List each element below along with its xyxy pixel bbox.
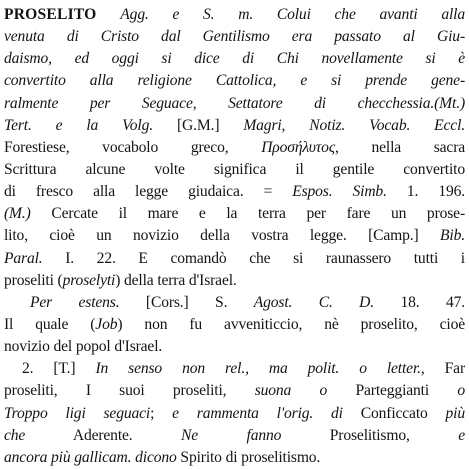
entry-text: Job (95, 315, 118, 333)
entry-text: ) non fu avveniticcio, nè proselito, cioè (117, 315, 465, 333)
entry-text: più (445, 404, 465, 422)
entry-text: e rammenta l'orig. di (172, 404, 343, 422)
entry-line (4, 137, 465, 159)
dictionary-page (4, 4, 465, 469)
entry-text: Per estens. (30, 293, 120, 311)
entry-text: (Mt.) (434, 94, 465, 112)
entry-text: suona o (254, 382, 328, 400)
entry-text: ancora più gallicam. dicono (4, 448, 177, 466)
entry-text: 18. 47. (374, 293, 465, 311)
entry-text: Agost. C. D. (253, 293, 375, 311)
entry-headword: PROSELITO (4, 6, 97, 23)
entry-text: Tert. e la Volg. (4, 116, 154, 134)
entry-text: Paral. (4, 249, 43, 267)
entry-text: Espos. Simb. (292, 183, 387, 201)
entry-text: [Cors.] S. (119, 293, 254, 311)
dictionary-entry-proselito (4, 4, 465, 469)
entry-text: proseliti ( (4, 271, 63, 289)
entry-text: I. 22. E comandò che si raunassero tutti i (42, 249, 465, 267)
entry-line (4, 270, 465, 292)
entry-text: proselyti (62, 271, 116, 289)
entry-line (4, 203, 465, 225)
entry-line (4, 4, 465, 26)
entry-text: Parteggianti (327, 382, 458, 400)
entry-line (4, 248, 465, 270)
entry-text: Ne fanno (181, 426, 282, 444)
entry-line (4, 159, 465, 181)
entry-line (4, 292, 465, 314)
entry-text: Agg. e S. m. Colui che avanti alla (120, 6, 465, 23)
entry-line (4, 93, 465, 115)
entry-text: In senso non rel., ma polit. o letter. (95, 360, 421, 378)
entry-text: Spirito di proselitismo. (176, 448, 321, 466)
entry-text: [G.M.] (153, 116, 244, 134)
entry-line (4, 336, 465, 358)
entry-text: di fresco alla legge giudaica. = (4, 183, 293, 201)
entry-text: Forestiese, vocabolo greco, (4, 138, 262, 156)
entry-text: Magri, Notiz. Vocab. Eccl. (243, 116, 465, 134)
entry-text: lito, cioè un novizio della vostra legge. [Camp.] (4, 227, 441, 245)
entry-text: ; (150, 404, 173, 422)
entry-text: Προσήλυτος (261, 138, 336, 156)
entry-text: Cercate il mare e la terra per fare un prose- (30, 205, 465, 223)
entry-line (4, 225, 465, 247)
entry-line (4, 358, 465, 380)
entry-text: , Far (420, 360, 465, 378)
entry-text: ralmente per Seguace, Settatore di checchessia. (4, 94, 435, 112)
entry-line (4, 447, 465, 469)
entry-text: 2. [T.] (22, 360, 96, 378)
entry-text: Proselitismo, (281, 426, 459, 444)
entry-line (4, 48, 465, 70)
entry-text: 1. 196. (386, 183, 466, 201)
entry-text: Conficcato (342, 404, 446, 422)
entry-text (97, 6, 121, 23)
entry-text: , nella sacra (335, 138, 466, 156)
entry-text: proseliti, I suoi proseliti, (4, 382, 255, 400)
entry-text: Bib. (440, 227, 465, 245)
entry-text: che (4, 426, 26, 444)
entry-text: venuta di Cristo dal Gentilismo era passato al Giu- (4, 28, 465, 46)
entry-text: novizio del popol d'Israel. (4, 338, 163, 356)
entry-line (4, 115, 465, 137)
entry-line (4, 380, 465, 402)
entry-text: Troppo ligi seguaci (4, 404, 151, 422)
entry-line (4, 425, 465, 447)
entry-line (4, 403, 465, 425)
entry-text: Aderente. (25, 426, 182, 444)
entry-text: convertito alla religione Cattolica, e si prende gene- (4, 72, 465, 90)
entry-text: (M.) (4, 205, 31, 223)
entry-text: e (458, 426, 465, 444)
entry-text: daismo, ed oggi si dice di Chi novellamente si è (4, 50, 465, 68)
entry-line (4, 181, 465, 203)
entry-text: Il quale ( (4, 315, 96, 333)
entry-text: ) della terra d'Israel. (115, 271, 237, 289)
entry-line (4, 70, 465, 92)
entry-text: o (457, 382, 465, 400)
entry-line (4, 314, 465, 336)
entry-line (4, 26, 465, 48)
entry-text: Scrittura alcune volte significa il gentile convertito (4, 160, 465, 178)
